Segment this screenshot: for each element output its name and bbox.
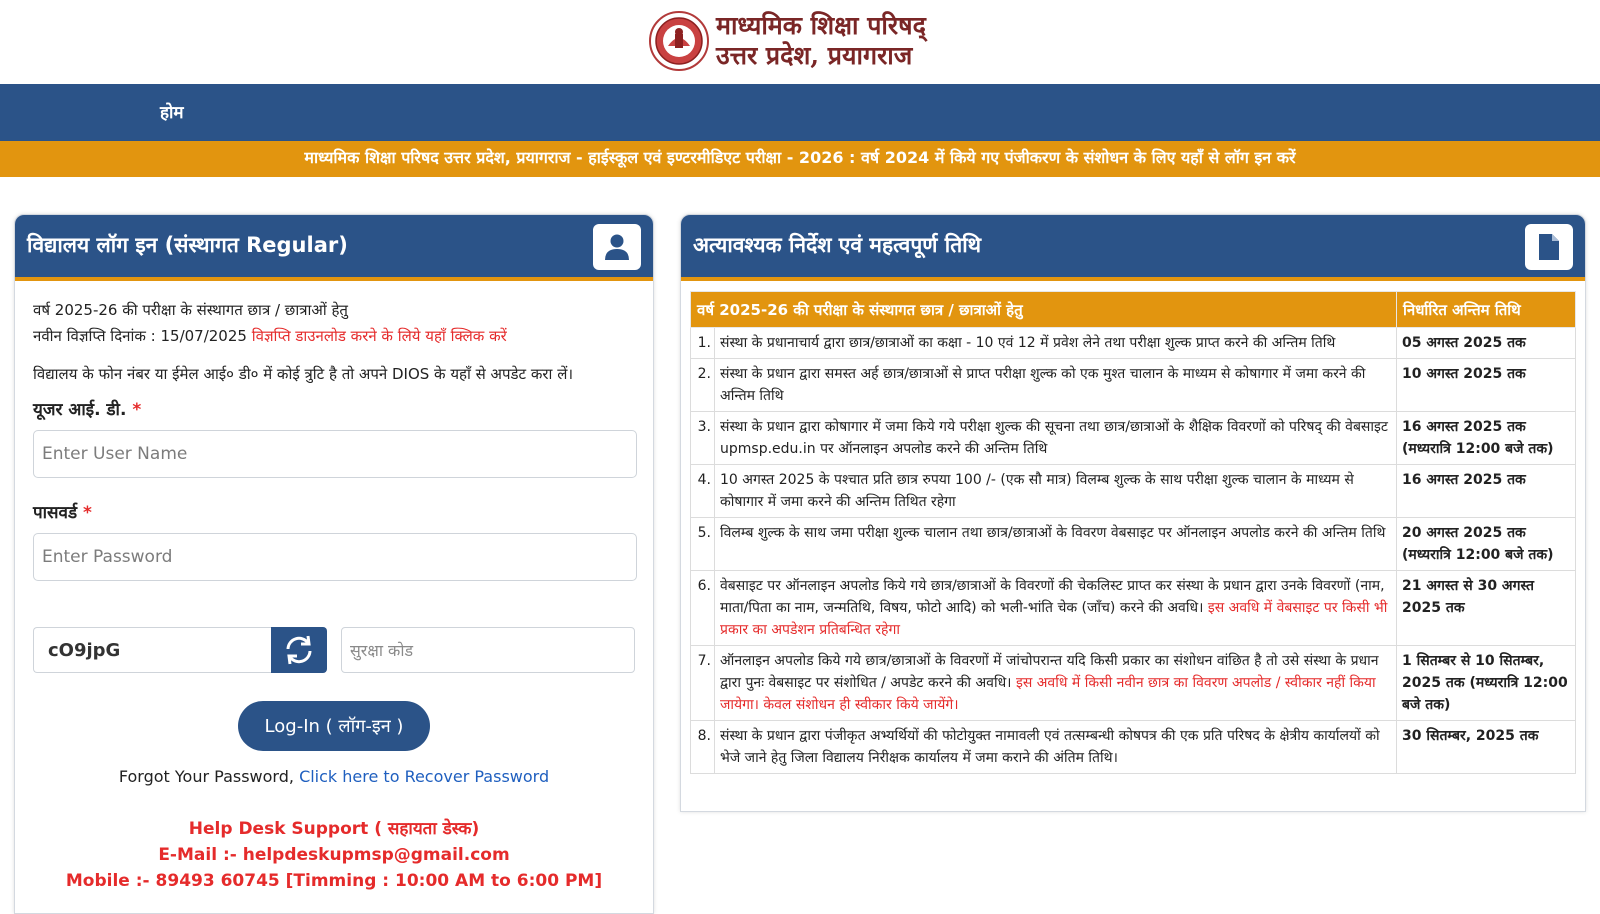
row-number: 6. <box>691 571 715 646</box>
captcha-image: cO9jpG <box>33 627 271 673</box>
row-number: 2. <box>691 359 715 412</box>
row-deadline: 10 अगस्त 2025 तक <box>1397 359 1576 412</box>
document-icon <box>1525 224 1573 270</box>
board-seal-icon <box>648 10 710 72</box>
password-input[interactable] <box>33 533 637 581</box>
site-header <box>0 0 1600 84</box>
row-number: 7. <box>691 646 715 721</box>
helpdesk-title: Help Desk Support ( सहायता डेस्क) <box>188 819 480 839</box>
required-mark: * <box>132 400 142 420</box>
row-description <box>715 721 1397 774</box>
refresh-icon <box>282 633 316 667</box>
row-number: 4. <box>691 465 715 518</box>
row-warning-text: इस अवधि में किसी नवीन छात्र का विवरण अपलोड / स्वीकार नहीं किया जायेगा। केवल संशोधन ही स्वीकार किये जायेंगे। <box>720 675 1376 713</box>
helpdesk-email[interactable]: E-Mail :- helpdeskupmsp@gmail.com <box>158 845 510 865</box>
recover-password-link[interactable]: Click here to Recover Password <box>299 767 550 786</box>
main-nav <box>0 84 1600 141</box>
row-deadline: 16 अगस्त 2025 तक <box>1397 465 1576 518</box>
row-description <box>715 359 1397 412</box>
password-label <box>33 500 635 523</box>
helpdesk-info <box>33 816 635 894</box>
row-description <box>715 518 1397 571</box>
forgot-password <box>33 767 635 786</box>
board-name-line1: माध्यमिक शिक्षा परिषद् <box>716 11 926 40</box>
login-panel-title: विद्यालय लॉग इन (संस्थागत Regular) <box>27 233 348 257</box>
logo[interactable] <box>648 10 926 72</box>
row-description-text: ऑनलाइन अपलोड किये गये छात्र/छात्राओं के विवरणों में जांचोपरान्त यदि किसी प्रकार का संशोधन वांछित है तो उसे संस्था के प्रधान द्वारा पुनः वेबसाइट पर संशोधित / अपडेट करने की अवधि। <box>720 653 1379 691</box>
user-id-label <box>33 397 635 420</box>
row-deadline: 1 सितम्बर से 10 सितम्बर, 2025 तक (मध्यरात्रि 12:00 बजे तक) <box>1397 646 1576 721</box>
table-row <box>691 328 1576 359</box>
table-row <box>691 571 1576 646</box>
row-deadline: 05 अगस्त 2025 तक <box>1397 328 1576 359</box>
board-name-line2: उत्तर प्रदेश, प्रयागराज <box>716 41 913 70</box>
table-header-row <box>691 292 1576 328</box>
table-row <box>691 518 1576 571</box>
row-number: 1. <box>691 328 715 359</box>
important-dates-table <box>690 291 1576 774</box>
board-name <box>716 11 926 71</box>
forgot-password-text: Forgot Your Password, <box>118 767 294 786</box>
instructions-panel-title: अत्यावश्यक निर्देश एवं महत्वपूर्ण तिथि <box>693 233 982 257</box>
exam-info: वर्ष 2025-26 की परीक्षा के संस्थागत छात्र / छात्राओं हेतु <box>33 301 348 319</box>
row-description <box>715 328 1397 359</box>
table-row <box>691 646 1576 721</box>
captcha-row <box>33 627 635 673</box>
user-id-label-text: यूजर आई. डी. <box>33 400 127 420</box>
security-code-input[interactable] <box>341 627 635 673</box>
login-panel <box>14 214 654 914</box>
table-row <box>691 465 1576 518</box>
login-panel-header <box>15 215 653 281</box>
notice-banner[interactable]: माध्यमिक शिक्षा परिषद उत्तर प्रदेश, प्रयागराज - हाईस्कूल एवं इण्टरमीडिएट परीक्षा - 2026 : वर्ष 2024 में किये गए पंजीकरण के संशोधन के लिए यहाँ से लॉग इन करें <box>0 141 1600 177</box>
captcha-refresh-button[interactable] <box>271 627 327 673</box>
notification-date: नवीन विज्ञप्ति दिनांक : 15/07/2025 <box>33 327 247 345</box>
row-description-text: संस्था के प्रधान द्वारा पंजीकृत अभ्यर्थियों की फोटोयुक्त नामावली एवं तत्सम्बन्धी कोषपत्र की एक प्रति परिषद के क्षेत्रीय कार्यालयों को भेजे जाने हेतु जिला विद्यालय निरीक्षक कार्यालय में जमा कराने की अंतिम तिथि। <box>720 728 1380 766</box>
required-mark: * <box>83 503 92 523</box>
dios-note: विद्यालय के फोन नंबर या ईमेल आई० डी० में कोई त्रुटि है तो अपने DIOS के यहाँ से अपडेट करा लें। <box>33 365 574 383</box>
row-deadline: 21 अगस्त से 30 अगस्त 2025 तक <box>1397 571 1576 646</box>
nav-home-link[interactable]: होम <box>160 103 184 123</box>
row-description-text: विलम्ब शुल्क के साथ जमा परीक्षा शुल्क चालान तथा छात्र/छात्राओं के विवरण वेबसाइट पर ऑनलाइन अपलोड करने की अन्तिम तिथि <box>720 525 1386 541</box>
instructions-panel <box>680 214 1586 812</box>
password-label-text: पासवर्ड <box>33 503 78 523</box>
helpdesk-mobile: Mobile :- 89493 60745 [Timming : 10:00 AM to 6:00 PM] <box>65 871 603 891</box>
row-description-text: 10 अगस्त 2025 के पश्चात प्रति छात्र रुपया 100 /- (एक सौ मात्र) विलम्ब शुल्क के साथ परीक्षा शुल्क चालान के माध्यम से कोषागार में जमा करने की अन्तिम तिथित रहेगा <box>720 472 1354 510</box>
instructions-panel-header <box>681 215 1585 281</box>
row-description-text: संस्था के प्रधानाचार्य द्वारा छात्र/छात्राओं का कक्षा - 10 एवं 12 में प्रवेश लेने तथा परीक्षा शुल्क प्राप्त करने की अन्तिम तिथि <box>720 335 1336 351</box>
user-id-input[interactable] <box>33 430 637 478</box>
login-button[interactable]: Log-In ( लॉग-इन ) <box>238 701 430 751</box>
row-number: 5. <box>691 518 715 571</box>
notification-download-link[interactable]: विज्ञप्ति डाउनलोड करने के लिये यहाँ क्लिक करें <box>251 327 507 345</box>
table-row <box>691 359 1576 412</box>
table-header-description: वर्ष 2025-26 की परीक्षा के संस्थागत छात्र / छात्राओं हेतु <box>691 292 1397 328</box>
row-description <box>715 465 1397 518</box>
table-row <box>691 721 1576 774</box>
row-description-text: संस्था के प्रधान द्वारा समस्त अर्ह छात्र/छात्राओं से प्राप्त परीक्षा शुल्क को एक मुश्त चालान के माध्यम से कोषागार में जमा करने की अन्तिम तिथि <box>720 366 1366 404</box>
notification-line <box>33 323 635 349</box>
table-header-date: निर्धारित अन्तिम तिथि <box>1397 292 1576 328</box>
row-deadline: 20 अगस्त 2025 तक (मध्यरात्रि 12:00 बजे तक) <box>1397 518 1576 571</box>
row-warning-text: इस अवधि में वेबसाइट पर किसी भी प्रकार का अपडेशन प्रतिबन्धित रहेगा <box>720 600 1388 638</box>
row-description <box>715 571 1397 646</box>
row-description <box>715 646 1397 721</box>
row-description <box>715 412 1397 465</box>
row-description-text: संस्था के प्रधान द्वारा कोषागार में जमा किये गये परीक्षा शुल्क की सूचना तथा छात्र/छात्राओं के शैक्षिक विवरणों को परिषद् की वेबसाइट upmsp.edu.in पर ऑनलाइन अपलोड करने की अन्तिम तिथि <box>720 419 1388 457</box>
login-form <box>15 281 653 894</box>
row-number: 3. <box>691 412 715 465</box>
row-deadline: 16 अगस्त 2025 तक (मध्यरात्रि 12:00 बजे तक) <box>1397 412 1576 465</box>
row-deadline: 30 सितम्बर, 2025 तक <box>1397 721 1576 774</box>
table-body <box>691 328 1576 774</box>
table-row <box>691 412 1576 465</box>
user-icon <box>593 224 641 270</box>
row-number: 8. <box>691 721 715 774</box>
row-description-text: वेबसाइट पर ऑनलाइन अपलोड किये गये छात्र/छात्राओं के विवरणों की चेकलिस्ट प्राप्त कर संस्था के प्रधान द्वारा उनके विवरणों (नाम, माता/पिता का नाम, जन्मतिथि, विषय, फोटो आदि) को भली-भांति चेक (जाँच) करने की अवधि। <box>720 578 1385 616</box>
